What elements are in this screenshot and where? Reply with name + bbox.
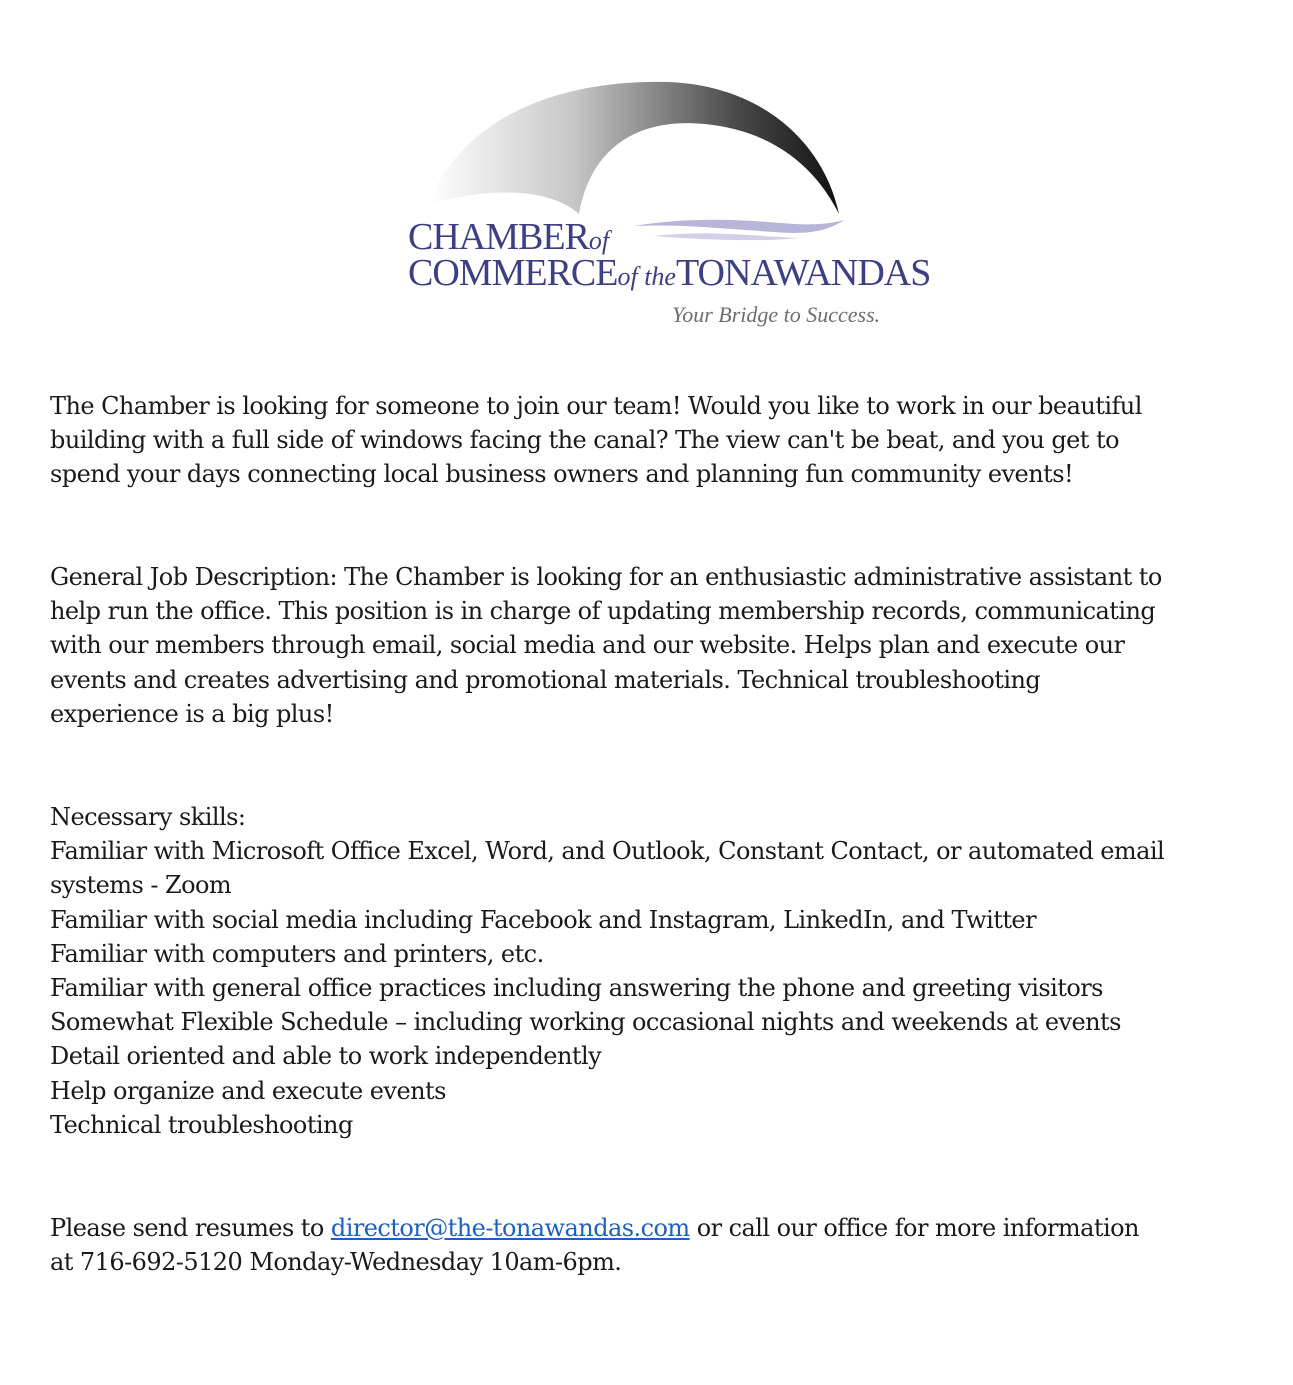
contact-line	[50, 1211, 1250, 1245]
contact-prefix: Please send resumes to	[50, 1214, 331, 1242]
description-line: help run the office. This position is in charge of updating membership records, communicating	[50, 597, 1156, 626]
intro-line: spend your days connecting local business owners and planning fun community events!	[50, 460, 1074, 489]
description-line: with our members through email, social media and our website. Helps plan and execute our	[50, 631, 1125, 660]
skill-item: Detail oriented and able to work independently	[50, 1042, 602, 1071]
description-line: experience is a big plus!	[50, 699, 334, 728]
skill-item: Familiar with general office practices including answering the phone and greeting visitors	[50, 974, 1103, 1003]
skill-item: Familiar with Microsoft Office Excel, Word, and Outlook, Constant Contact, or automated email	[50, 837, 1165, 866]
contact-paragraph	[50, 1211, 1250, 1279]
skill-item: Help organize and execute events	[50, 1076, 446, 1105]
contact-phone-line: at 716-692-5120 Monday-Wednesday 10am-6pm.	[50, 1248, 622, 1277]
logo-line-commerce: COMMERCEof theTONAWANDAS	[408, 252, 931, 294]
skill-item: systems - Zoom	[50, 871, 232, 900]
description-line: General Job Description: The Chamber is looking for an enthusiastic administrative assistant to	[50, 563, 1162, 591]
chamber-logo	[404, 74, 931, 344]
intro-line: building with a full side of windows facing the canal? The view can't be beat, and you get to	[50, 426, 1119, 455]
intro-line: The Chamber is looking for someone to join our team! Would you like to work in our beautiful	[50, 392, 1142, 420]
job-description-paragraph	[50, 560, 1250, 731]
description-line: events and creates advertising and promotional materials. Technical troubleshooting	[50, 665, 1041, 694]
skills-section	[50, 800, 1250, 1142]
intro-paragraph	[50, 389, 1250, 492]
skill-item: Familiar with social media including Facebook and Instagram, LinkedIn, and Twitter	[50, 905, 1037, 934]
logo-line-chamber: CHAMBERof	[408, 216, 610, 258]
skills-heading: Necessary skills:	[50, 803, 246, 831]
skill-item: Familiar with computers and printers, etc.	[50, 939, 544, 968]
skill-item: Technical troubleshooting	[50, 1110, 353, 1139]
logo-tagline: Your Bridge to Success.	[672, 302, 881, 327]
email-link[interactable]: director@the-tonawandas.com	[330, 1214, 690, 1242]
skill-item: Somewhat Flexible Schedule – including working occasional nights and weekends at events	[50, 1008, 1121, 1037]
contact-suffix: or call our office for more information	[689, 1214, 1139, 1242]
